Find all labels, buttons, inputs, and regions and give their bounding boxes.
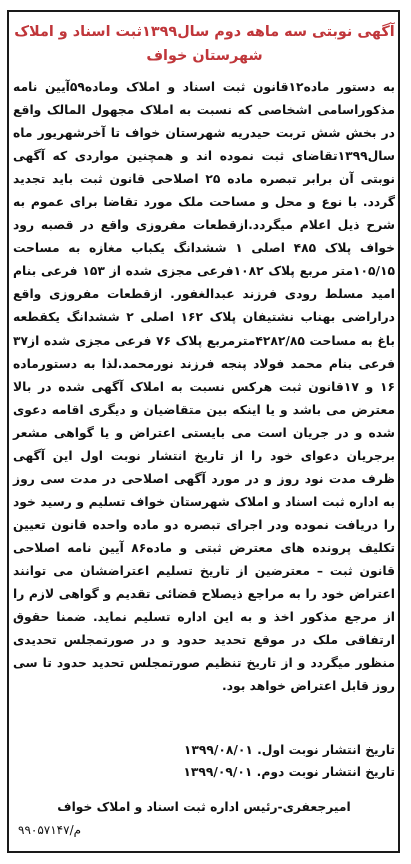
notice-title: [12, 20, 397, 68]
second-publication-date: تاریخ انتشار نوبت دوم. ۱۳۹۹/۰۹/۰۱: [183, 765, 395, 779]
notice-body: به دستور ماده۱۲قانون ثبت اسناد و املاک وماده۵۹آیین نامه مذکوراسامی اشخاصی که نسبت به املاک مجهول المالک واقع در بخش شش تربت حیدریه شهرستان خواف تا آخرشهریور ماه سال۱۳۹۹تقاضای ثبت نموده اند و همچنین مواردی که آگهی نوبتی آن برابر تبصره ماده ۲۵ اصلاحی قانون ثبت باید تجدید گردد. با نوع و محل و مساحت ملک مورد تقاضا برای عموم به شرح ذیل اعلام میگردد.ازقطعات مفروزی واقع در قصبه رود خواف پلاک ۴۸۵ اصلی ۱ ششدانگ یکباب مغازه به مساحت ۱۰۵/۱۵متر مربع پلاک ۱۰۸۲فرعی مجزی شده از ۱۵۳ فرعی بنام امید مسلط رودی فرزند عبدالغفور. ازقطعات مفروزی واقع دراراضی بهناب نشتیفان پلاک ۱۶۲ اصلی ۲ ششدانگ یکقطعه باغ به مساحت ۴۲۸۲/۸۵مترمربع پلاک ۷۶ فرعی مجزی شده از۳۷ فرعی بنام محمد فولاد پنجه فرزند نورمحمد.لذا به دستورماده ۱۶ و ۱۷قانون ثبت هرکس نسبت به املاک آگهی شده در بالا معترض می باشد و یا اینکه بین متقاضیان و دیگری اقامه دعوی شده و در جریان است می بایستی اعتراض و یا گواهی مشعر برجریان دعوای خود را از تاریخ انتشار نوبت اول این آگهی ظرف مدت نود روز و در مورد آگهی اصلاحی در مدت سی روز به اداره ثبت اسناد و املاک شهرستان خواف تسلیم و رسید خود را دریافت نموده ودر اجرای تبصره دو ماده واحده قانون تعیین تکلیف پرونده های معترض ثبتی و ماده۸۶ آیین نامه اصلاحی قانون ثبت – معترضین از تاریخ تسلیم اعتراضشان می توانند اعتراض خود را به مراجع ذیصلاح قضائی تقدیم و گواهی لازم را از مرجع مذکور اخذ و به این اداره تسلیم نماید. ضمنا حقوق ارتفاقی ملک در موقع تحدید حدود و در صورتمجلس تحدیدی منظور میگردد و از تاریخ تنظیم صورتمجلس تحدید حدود تا سی روز قابل اعتراض خواهد بود.: [13, 80, 396, 694]
publication-dates: [13, 739, 395, 783]
notice-code: م/۹۹۰۵۷۱۴۷: [18, 823, 82, 837]
notice-title-line-1: آگهی نوبتی سه ماهه دوم سال۱۳۹۹ثبت اسناد و املاک: [14, 24, 395, 40]
notice-title-line-2: شهرستان خواف: [146, 48, 263, 64]
signature: امیرجعفری-رئیس اداره ثبت اسناد و املاک خواف: [57, 800, 351, 814]
first-publication-date: تاریخ انتشار نوبت اول. ۱۳۹۹/۰۸/۰۱: [183, 743, 395, 757]
